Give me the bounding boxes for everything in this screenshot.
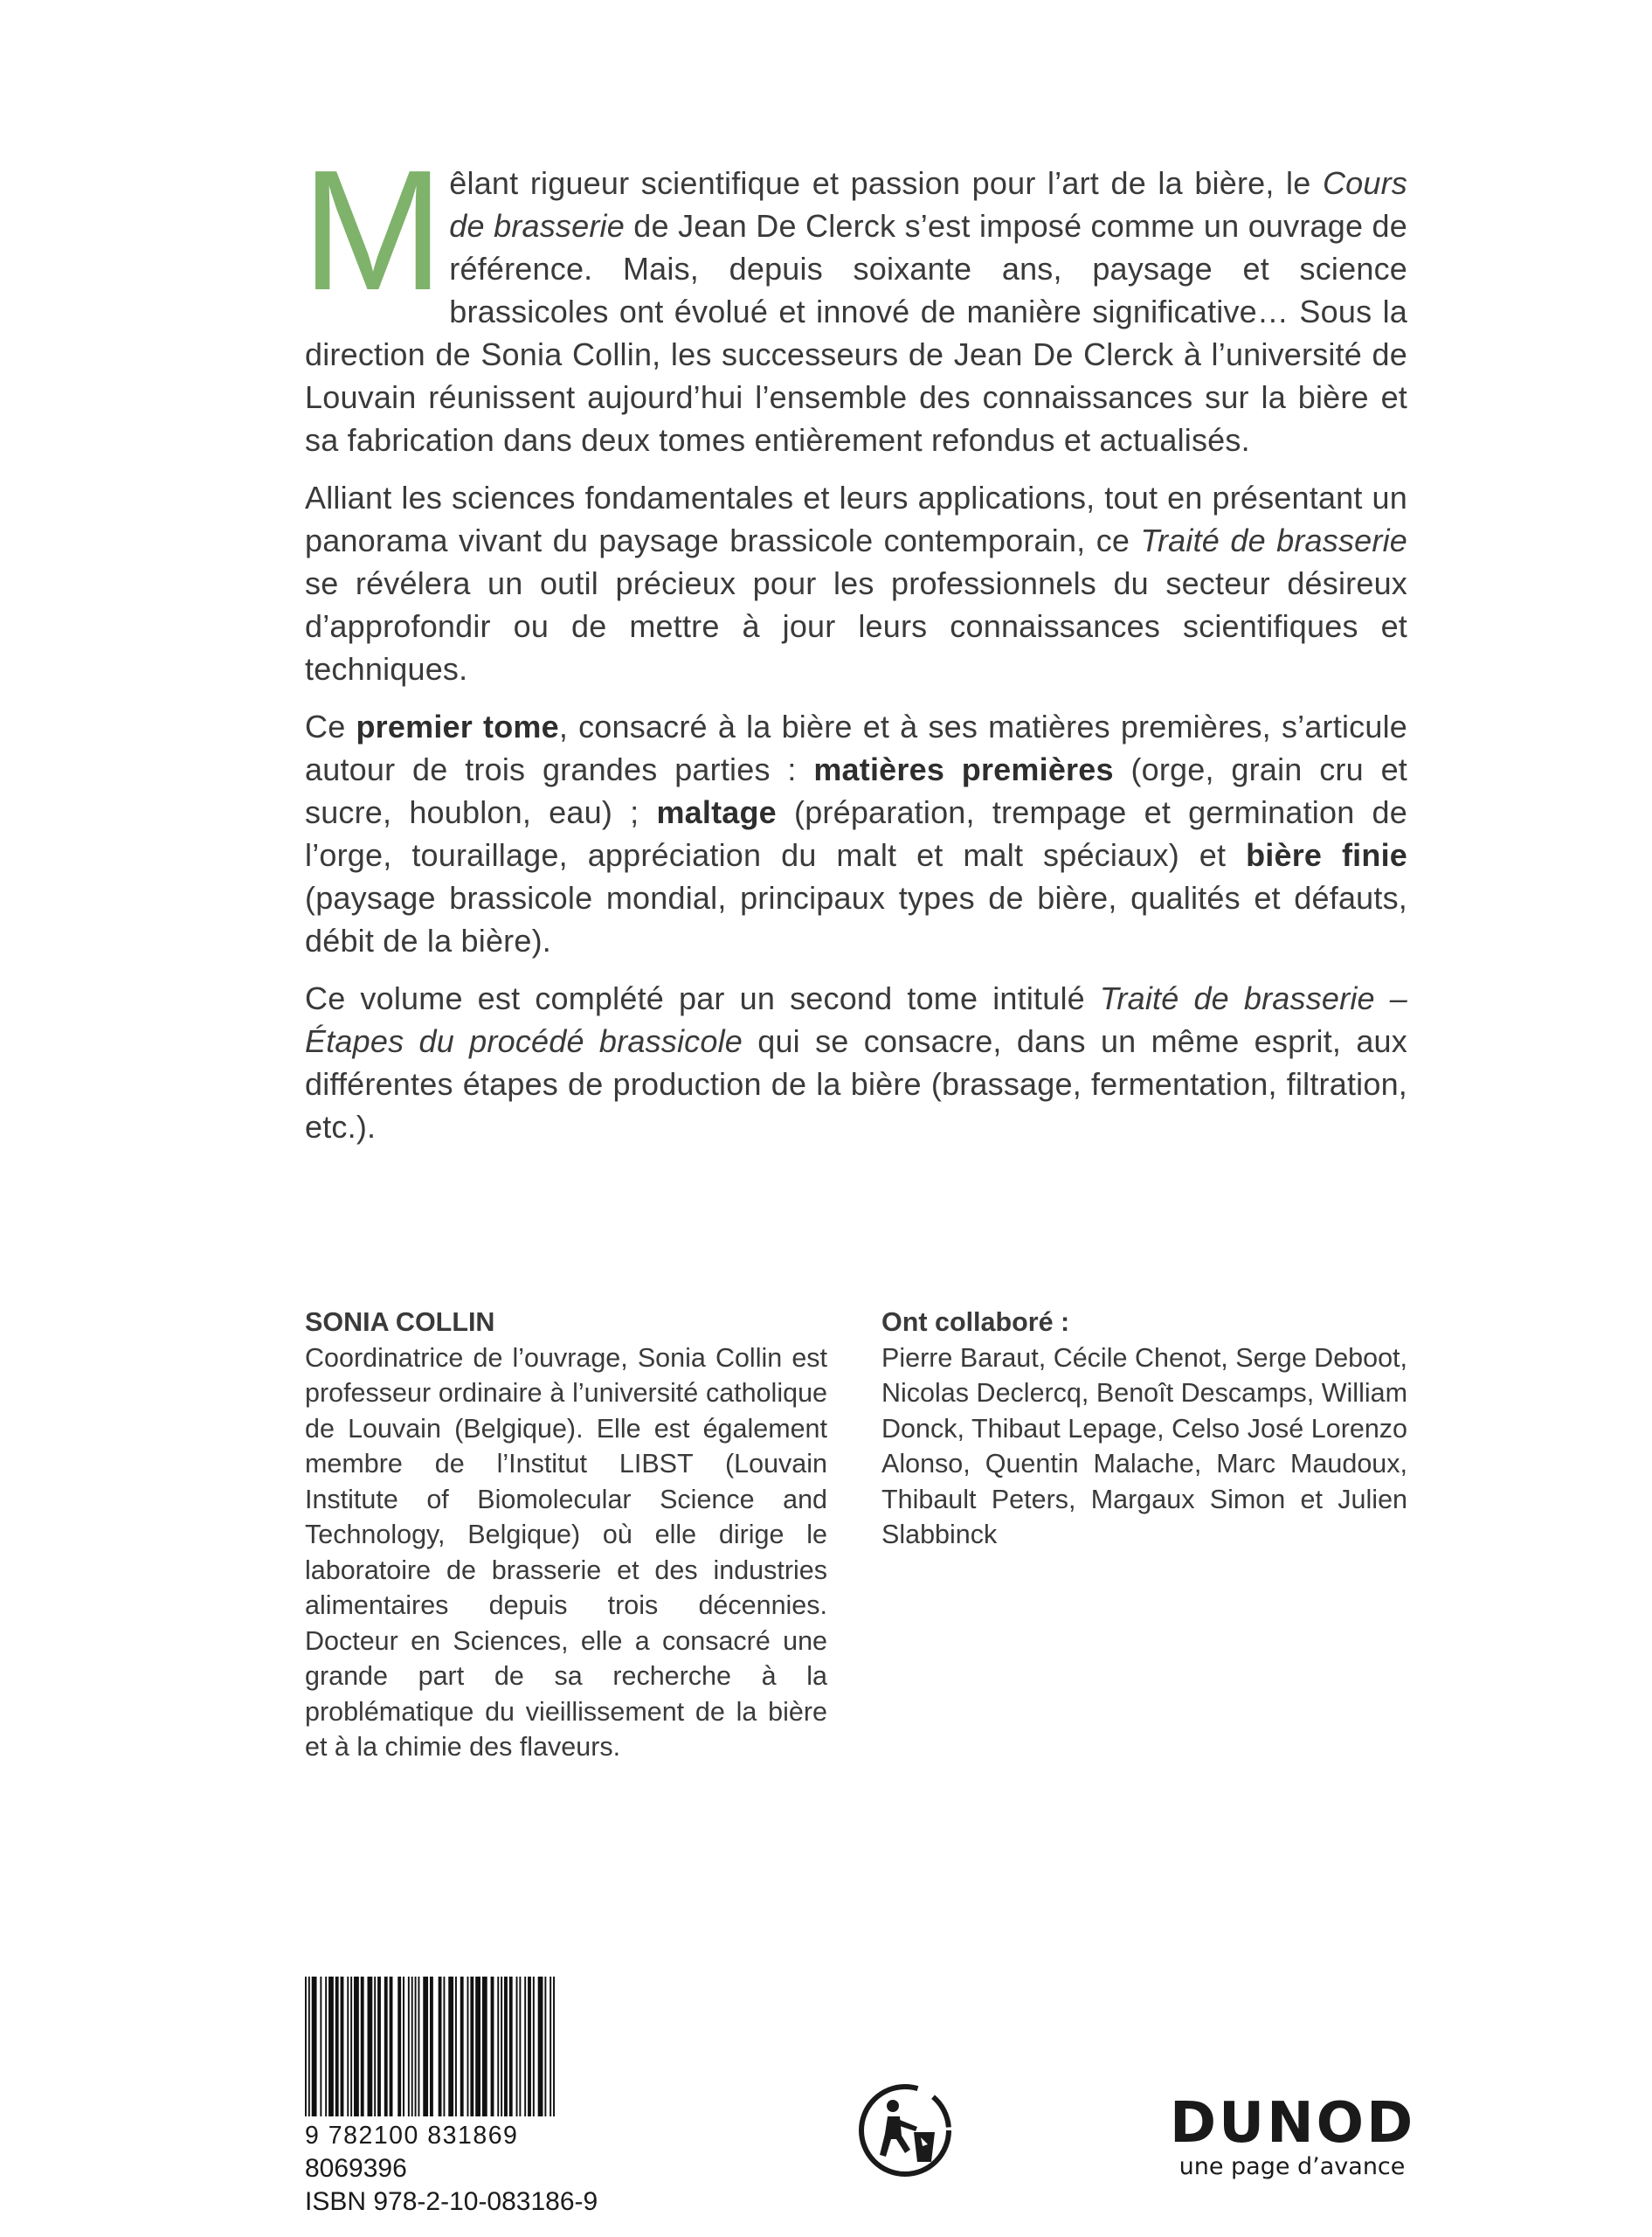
barcode-bar: [509, 1977, 513, 2116]
barcode-bar: [544, 1977, 546, 2116]
barcode-bar: [491, 1977, 494, 2116]
author-column: [305, 1305, 827, 1765]
collaborators-column: [881, 1305, 1407, 1553]
barcode-bar: [408, 1977, 410, 2116]
barcode-bar: [361, 1977, 364, 2116]
p4-text-a: Ce volume est complété par un second tome intitulé: [305, 980, 1100, 1016]
barcode-bar: [411, 1977, 413, 2116]
barcode-bar: [430, 1977, 433, 2116]
barcode-bars: [305, 1977, 555, 2116]
collaborators-names: Pierre Baraut, Cécile Chenot, Serge Deboot, Nicolas Declercq, Benoît Descamps, William Donck, Thibaut Lepage, Celso José Lorenzo Alonso, Quentin Malache, Marc Maudoux, Thibault Peters, Margaux Simon et Julien Slabbinck: [881, 1342, 1407, 1549]
barcode-bar: [482, 1977, 487, 2116]
barcode-bar: [516, 1977, 518, 2116]
p3-bold-4: bière finie: [1246, 837, 1407, 873]
barcode-bar: [335, 1977, 339, 2116]
product-code: 8069396: [305, 2154, 407, 2183]
barcode-digits: 9 782100 831869: [305, 2122, 519, 2150]
blurb-paragraph-2: [305, 476, 1407, 690]
p1-title-italic: Cours de brasserie: [449, 165, 1407, 244]
p2-text-b: se révélera un outil précieux pour les professionnels du secteur désireux d’approfondir ou de mettre à jour leurs connaissances scientifiques et techniques.: [305, 565, 1407, 687]
p4-title-italic: Traité de brasserie – Étapes du procédé brassicole: [305, 980, 1407, 1059]
barcode-bar: [519, 1977, 521, 2116]
publisher-tagline: une page d’avance: [1179, 2153, 1406, 2180]
barcode-bar: [538, 1977, 543, 2116]
p2-title-italic: Traité de brasserie: [1140, 523, 1407, 558]
collaborators-title: Ont collaboré :: [881, 1307, 1070, 1337]
barcode-bar: [347, 1977, 349, 2116]
barcode-bar: [384, 1977, 388, 2116]
barcode-bar: [305, 1977, 307, 2116]
barcode-bar: [460, 1977, 464, 2116]
barcode-bar: [418, 1977, 419, 2116]
p3-bold-2: matières premières: [813, 751, 1114, 787]
barcode-bar: [397, 1977, 401, 2116]
p1-text-a: êlant rigueur scientifique et passion pour l’art de la bière, le: [449, 165, 1323, 201]
p3-text-a: Ce: [305, 709, 356, 745]
barcode-bar: [475, 1977, 480, 2116]
barcode-bar: [439, 1977, 442, 2116]
barcode-bar: [504, 1977, 508, 2116]
isbn: ISBN 978-2-10-083186-9: [305, 2187, 598, 2216]
barcode-bar: [501, 1977, 502, 2116]
barcode-bar: [320, 1977, 321, 2116]
barcode-bar: [368, 1977, 373, 2116]
barcode-bar: [374, 1977, 376, 2116]
drop-cap: M: [301, 135, 441, 326]
publisher-name: DUNOD: [1170, 2091, 1416, 2156]
barcode-bar: [328, 1977, 334, 2116]
barcode-bar: [423, 1977, 428, 2116]
barcode-bar: [467, 1977, 469, 2116]
barcode-bar: [470, 1977, 473, 2116]
barcode-bar: [403, 1977, 404, 2116]
p3-text-e: (préparation, trempage et germination de l’orge, touraillage, appréciation du malt et malt spéciaux) et: [305, 794, 1407, 873]
barcode-bar: [528, 1977, 531, 2116]
blurb: [301, 135, 1408, 1163]
p3-bold-3: maltage: [656, 794, 777, 830]
barcode-bar: [341, 1977, 344, 2116]
barcode-bar: [533, 1977, 535, 2116]
barcode-bar: [308, 1977, 310, 2116]
publisher-logo: [1170, 2091, 1416, 2181]
p3-text-c: , consacré à la bière et à ses matières premières, s’articule autour de trois grandes parties :: [305, 709, 1407, 787]
barcode: [305, 1977, 555, 2149]
p1-text-b: de Jean De Clerck s’est imposé comme un ouvrage de référence. Mais, depuis soixante ans, paysage et science brassicoles ont évolué et innové de manière significative… Sous la direction de Sonia Collin, les successeurs de Jean De Clerck à l’université de Louvain réunissent aujourd’hui l’ensemble des connaissances sur la bière et sa fabrication dans deux tomes entièrement refondus et actualisés.: [305, 208, 1407, 458]
blurb-paragraph-3: [305, 705, 1407, 962]
p2-text-a: Alliant les sciences fondamentales et leurs applications, tout en présentant un panorama vivant du paysage brassicole contemporain, ce: [305, 480, 1407, 558]
barcode-bar: [312, 1977, 317, 2116]
blurb-paragraph-1: [301, 135, 1407, 461]
p3-bold-1: premier tome: [356, 709, 559, 745]
barcode-bar: [325, 1977, 327, 2116]
p4-text-b: qui se consacre, dans un même esprit, aux différentes étapes de production de la bière (brassage, fermentation, filtration, etc.).: [305, 1023, 1407, 1145]
author-name: SONIA COLLIN: [305, 1307, 495, 1337]
barcode-bar: [415, 1977, 417, 2116]
barcode-bar: [455, 1977, 457, 2116]
p3-text-f: (paysage brassicole mondial, principaux types de bière, qualités et défauts, débit de la bière).: [305, 880, 1407, 959]
recycle-trash-icon: [856, 2081, 954, 2179]
barcode-bar: [497, 1977, 499, 2116]
barcode-bar: [350, 1977, 352, 2116]
barcode-bar: [377, 1977, 381, 2116]
author-bio: Coordinatrice de l’ouvrage, Sonia Collin est professeur ordinaire à l’université catholique de Louvain (Belgique). Elle est également membre de l’Institut LIBST (Louvain Institute of Biomolecular Science and Technology, Belgique) où elle dirige le laboratoire de brasserie et des industries alimentaires depuis trois décennies. Docteur en Sciences, elle a consacré une grande part de sa recherche à la problématique du vieillissement de la bière et à la chimie des flaveurs.: [305, 1342, 827, 1762]
barcode-bar: [553, 1977, 555, 2116]
barcode-bar: [443, 1977, 445, 2116]
barcode-bar: [524, 1977, 526, 2116]
barcode-bar: [550, 1977, 551, 2116]
blurb-paragraph-4: [305, 977, 1407, 1148]
barcode-bar: [354, 1977, 359, 2116]
p3-text-d: (orge, grain cru et sucre, houblon, eau) ;: [305, 751, 1408, 830]
barcode-bar: [390, 1977, 393, 2116]
barcode-bar: [448, 1977, 453, 2116]
